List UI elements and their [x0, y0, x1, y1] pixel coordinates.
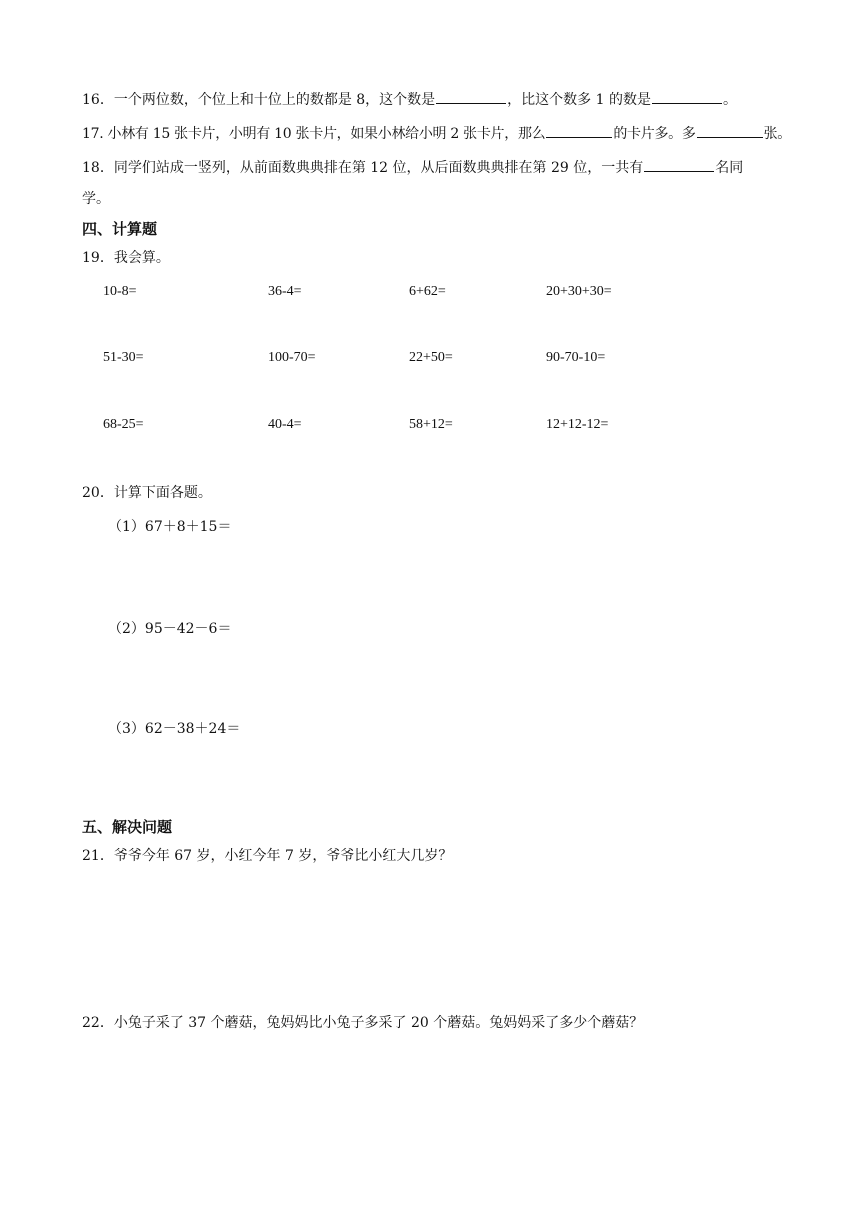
question-17 [82, 123, 791, 144]
question-21: 21．爷爷今年 67 岁，小红今年 7 岁，爷爷比小红大几岁？ [82, 848, 453, 864]
q16-text-a: 16．一个两位数，个位上和十位上的数都是 8，这个数是 [82, 92, 436, 108]
calc-r1-c1: 10-8= [103, 284, 137, 299]
calc-r1-c3: 6+62= [409, 284, 446, 299]
q16-text-c: 。 [722, 92, 737, 108]
q18-text-a: 18．同学们站成一竖列，从前面数典典排在第 12 位，从后面数典典排在第 29 位，一共有 [82, 160, 644, 176]
calc-r3-c3: 58+12= [409, 417, 453, 432]
q16-text-b: ，比这个数多 1 的数是 [507, 92, 651, 108]
q18-blank-1[interactable] [644, 157, 714, 172]
q17-blank-1[interactable] [546, 123, 612, 138]
q17-blank-2[interactable] [697, 123, 763, 138]
q16-blank-1[interactable] [436, 89, 506, 104]
calc-r2-c1: 51-30= [103, 350, 144, 365]
calc-r2-c4: 90-70-10= [546, 350, 606, 365]
question-20-item-2: （2）95－42－6＝ [108, 621, 232, 637]
question-20-item-3: （3）62－38＋24＝ [108, 721, 241, 737]
question-18 [82, 157, 743, 178]
question-16 [82, 89, 737, 110]
question-19-prompt: 19．我会算。 [82, 250, 170, 266]
question-22: 22．小兔子采了 37 个蘑菇，兔妈妈比小兔子多采了 20 个蘑菇。兔妈妈采了多少个蘑菇？ [82, 1015, 644, 1031]
calc-r1-c4: 20+30+30= [546, 284, 612, 299]
section-5-title: 五、解决问题 [82, 818, 173, 836]
q17-text-c: 张。 [763, 126, 791, 142]
calc-r3-c4: 12+12-12= [546, 417, 609, 432]
q17-text-b: 的卡片多。多 [613, 126, 696, 142]
question-18-continued [82, 189, 110, 209]
question-20-item-1: （1）67＋8＋15＝ [108, 519, 232, 535]
question-20-prompt: 20．计算下面各题。 [82, 485, 212, 501]
calc-r2-c3: 22+50= [409, 350, 453, 365]
calc-r1-c2: 36-4= [268, 284, 302, 299]
q17-text-a: 17. 小林有 15 张卡片，小明有 10 张卡片，如果小林给小明 2 张卡片，那么 [82, 126, 546, 142]
q18-text-c: 学。 [82, 191, 110, 207]
calc-r3-c2: 40-4= [268, 417, 302, 432]
calc-r3-c1: 68-25= [103, 417, 144, 432]
q18-text-b: 名同 [715, 160, 744, 176]
section-4-title: 四、计算题 [82, 220, 158, 238]
calc-r2-c2: 100-70= [268, 350, 316, 365]
q16-blank-2[interactable] [652, 89, 722, 104]
